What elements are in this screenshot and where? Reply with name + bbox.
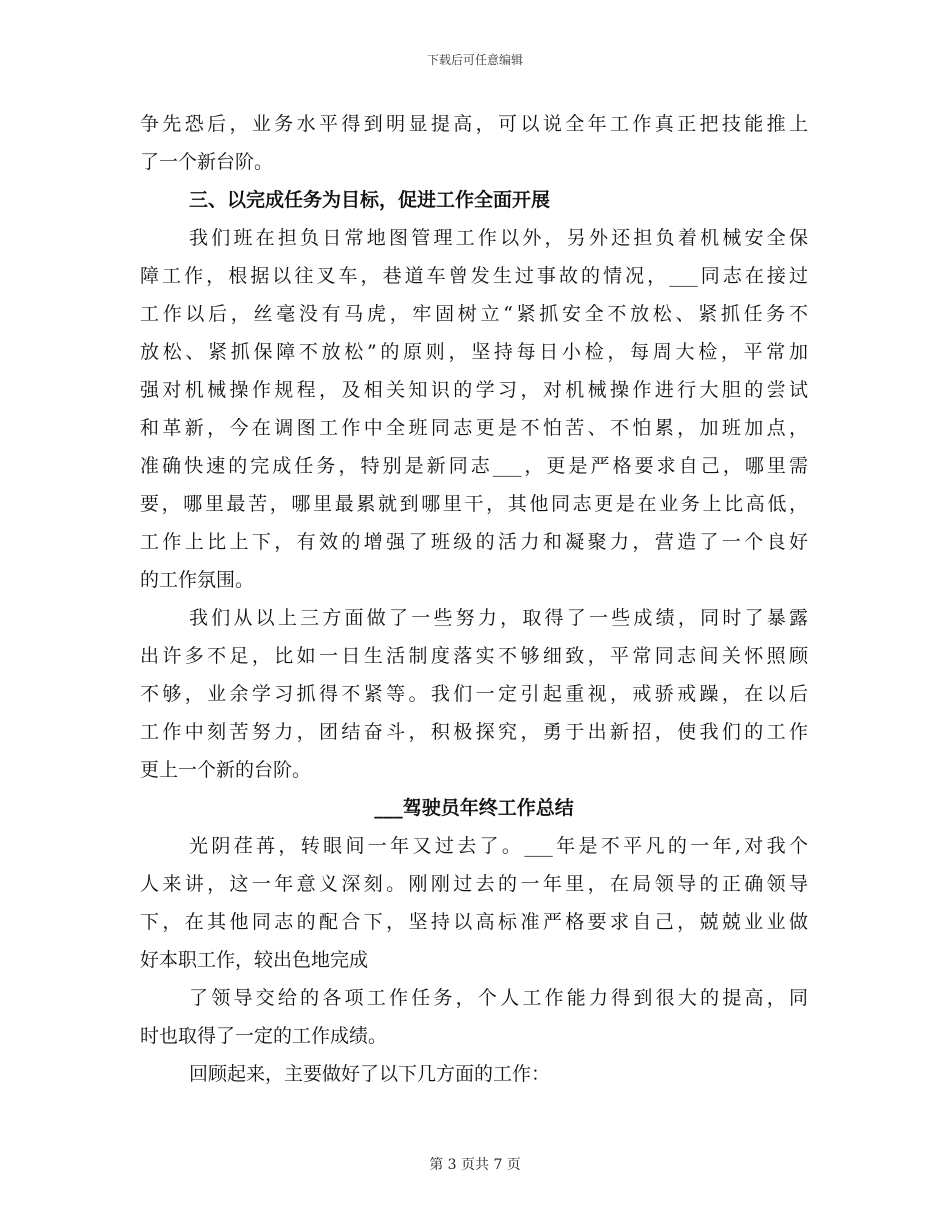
paragraph-line: 好本职工作，较出色地完成 xyxy=(140,949,369,971)
paragraph-line: 时也取得了一定的工作成绩。 xyxy=(140,1025,388,1047)
paragraph-line: 工作上比上下，有效的增强了班级的活力和凝聚力，营造了一个良好 xyxy=(140,531,808,553)
paragraph-line: 放松、紧抓保障不放松”的原则，坚持每日小检，每周大检，平常加 xyxy=(140,341,808,363)
page-number: 第 3 页共 7 页 xyxy=(429,1157,521,1173)
paragraph-line: 我们从以上三方面做了一些努力，取得了一些成绩，同时了暴露 xyxy=(189,607,808,629)
paragraph-line: 强对机械操作规程，及相关知识的学习，对机械操作进行大胆的尝试 xyxy=(140,379,808,401)
paragraph-line: 下，在其他同志的配合下，坚持以高标准严格要求自己，兢兢业业做 xyxy=(140,911,808,933)
paragraph-line: 要，哪里最苦，哪里最累就到哪里干，其他同志更是在业务上比高低， xyxy=(140,493,808,515)
paragraph-line: 工作以后，丝毫没有马虎，牢固树立“紧抓安全不放松、紧抓任务不 xyxy=(140,303,808,325)
paragraph-line: 了领导交给的各项工作任务，个人工作能力得到很大的提高，同 xyxy=(189,987,808,1009)
document-body xyxy=(140,105,808,1093)
paragraph-line: 光阴荏苒，转眼间一年又过去了。___年是不平凡的一年,对我个 xyxy=(189,835,808,857)
paragraph-line: 了一个新台阶。 xyxy=(140,151,274,173)
paragraph-line: 不够，业余学习抓得不紧等。我们一定引起重视，戒骄戒躁，在以后 xyxy=(140,683,808,705)
paragraph-line: 和革新，今在调图工作中全班同志更是不怕苦、不怕累，加班加点， xyxy=(140,417,808,439)
page-header: 下载后可任意编辑 xyxy=(426,53,523,67)
paragraph-line: 准确快速的完成任务，特别是新同志___，更是严格要求自己，哪里需 xyxy=(140,455,808,477)
paragraph-line: 的工作氛围。 xyxy=(140,569,255,591)
paragraph-line: 回顾起来，主要做好了以下几方面的工作： xyxy=(189,1063,551,1085)
article-title: ___驾驶员年终工作总结 xyxy=(374,797,574,819)
paragraph-line: 工作中刻苦努力，团结奋斗，积极探究，勇于出新招，使我们的工作 xyxy=(140,721,808,743)
paragraph-line: 障工作，根据以往叉车，巷道车曾发生过事故的情况，___同志在接过 xyxy=(140,265,808,287)
section-heading: 三、以完成任务为目标，促进工作全面开展 xyxy=(189,189,551,211)
paragraph-line: 争先恐后，业务水平得到明显提高，可以说全年工作真正把技能推上 xyxy=(140,113,808,135)
paragraph-line: 更上一个新的台阶。 xyxy=(140,759,312,781)
paragraph-line: 人来讲，这一年意义深刻。刚刚过去的一年里，在局领导的正确领导 xyxy=(140,873,808,895)
paragraph-line: 我们班在担负日常地图管理工作以外，另外还担负着机械安全保 xyxy=(189,227,808,249)
paragraph-line: 出许多不足，比如一日生活制度落实不够细致，平常同志间关怀照顾 xyxy=(140,645,808,667)
